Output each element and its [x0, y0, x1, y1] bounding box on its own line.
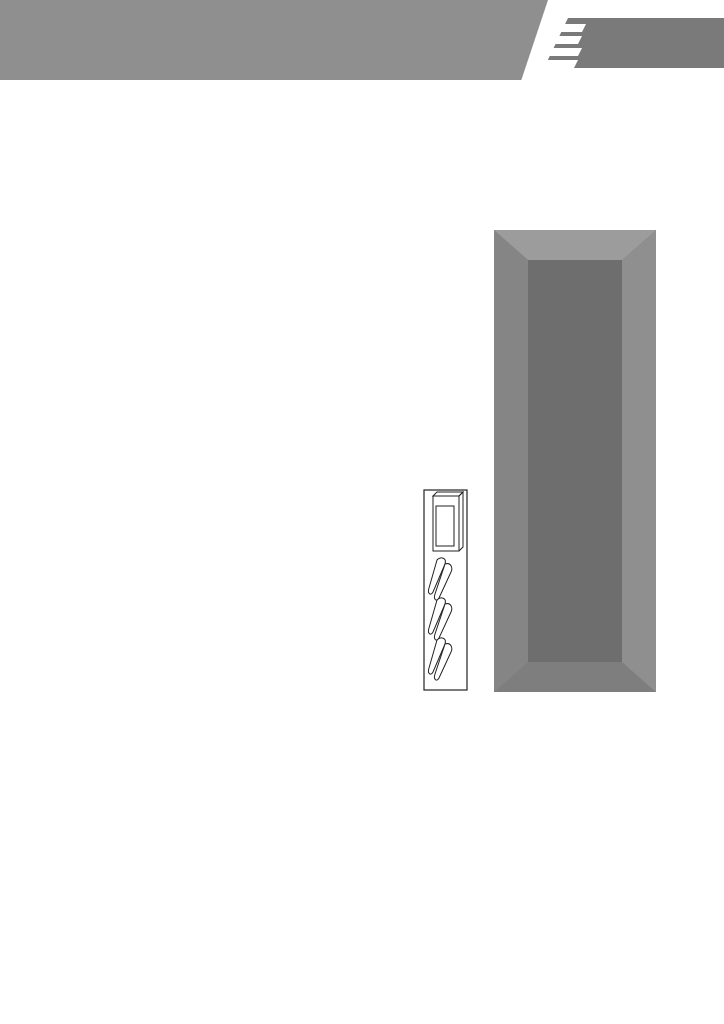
brand-logo	[520, 0, 724, 84]
slat-area	[528, 260, 622, 662]
frame-right-bevel	[622, 230, 656, 692]
frame-left-bevel	[494, 230, 528, 692]
profile-section-drawing	[423, 488, 469, 692]
shutter-illustration	[494, 230, 656, 692]
logo-stripes-icon	[540, 22, 590, 68]
